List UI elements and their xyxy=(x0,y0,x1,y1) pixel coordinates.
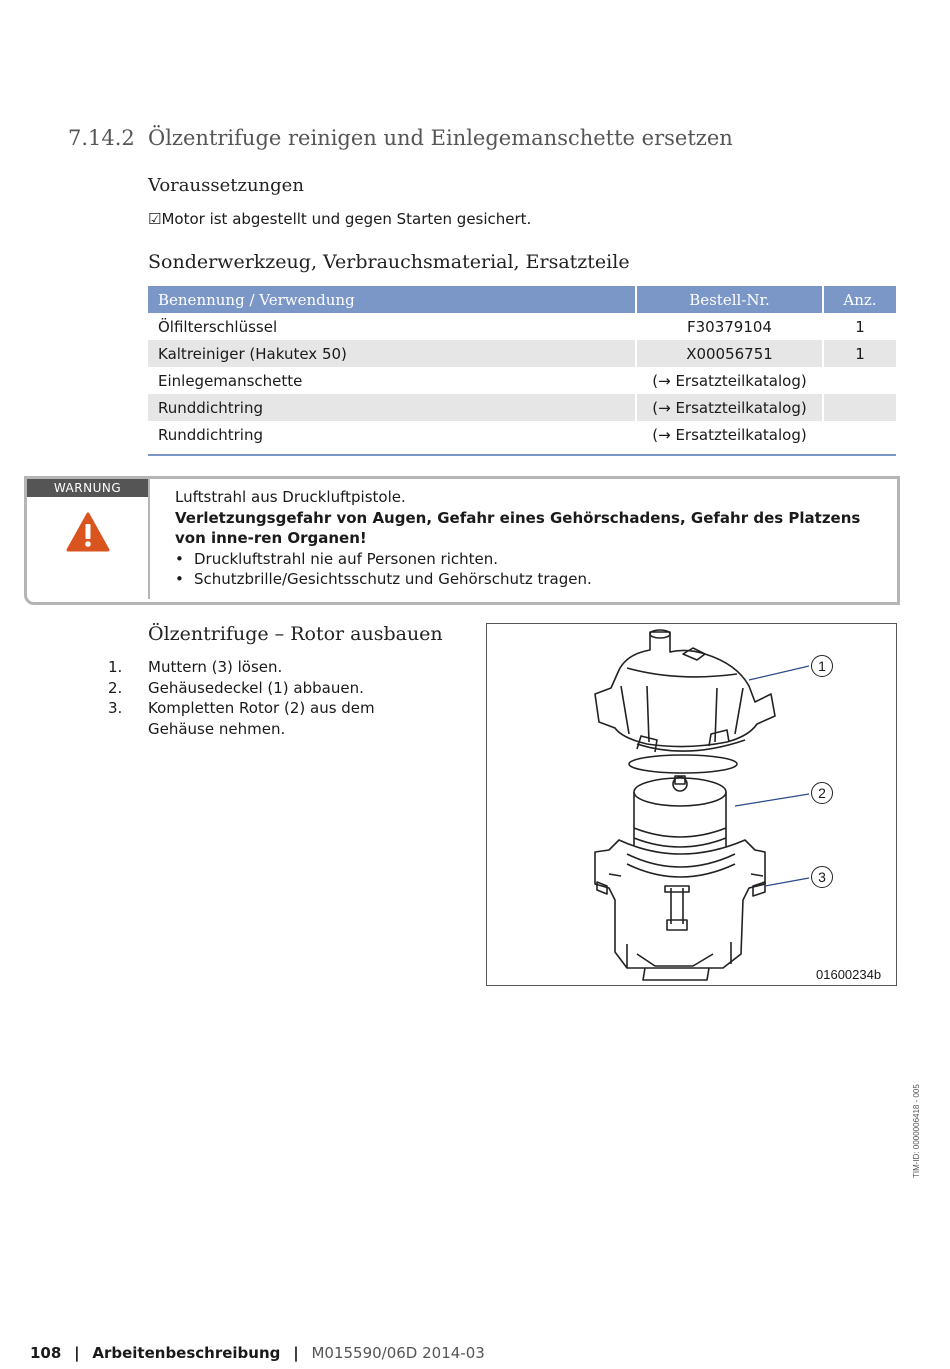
step-number: 1. xyxy=(108,658,123,676)
footer-separator: | xyxy=(74,1344,80,1362)
col-header-order: Bestell-Nr. xyxy=(637,286,822,313)
callout-2: 2 xyxy=(811,782,833,804)
cell-order: (→ Ersatzteilkatalog) xyxy=(637,394,822,421)
prerequisite-item xyxy=(148,210,531,228)
tools-heading: Sonderwerkzeug, Verbrauchsmaterial, Ersatzteile xyxy=(148,251,630,273)
table-bottom-rule xyxy=(148,454,896,456)
step-item xyxy=(108,657,448,678)
parts-table xyxy=(146,286,898,448)
list-item: • Druckluftstrahl nie auf Personen richten. xyxy=(175,549,880,570)
cell-name: Einlegemanschette xyxy=(158,371,303,390)
section-heading xyxy=(68,126,733,150)
list-item: • Schutzbrille/Gesichtsschutz und Gehörschutz tragen. xyxy=(175,569,880,590)
warning-label: WARNUNG xyxy=(27,479,148,497)
cell-name: Kaltreiniger (Hakutex 50) xyxy=(148,340,635,367)
oil-centrifuge-illustration xyxy=(487,624,894,984)
cell-qty xyxy=(824,421,896,448)
footer-separator: | xyxy=(293,1344,299,1362)
checkbox-icon: ☑ xyxy=(148,210,162,228)
table-row xyxy=(148,394,896,421)
warning-measures xyxy=(175,549,880,590)
warning-triangle-icon xyxy=(66,512,110,552)
callout-1: 1 xyxy=(811,655,833,677)
figure-code: 01600234b xyxy=(816,967,882,982)
table-row xyxy=(148,340,896,367)
warning-text xyxy=(175,487,880,590)
table-row xyxy=(148,313,896,340)
callout-3: 3 xyxy=(811,866,833,888)
procedure-heading: Ölzentrifuge – Rotor ausbauen xyxy=(148,623,443,645)
step-text: Muttern (3) lösen. xyxy=(148,658,283,676)
page-number: 108 xyxy=(30,1344,62,1362)
cell-qty xyxy=(824,394,896,421)
procedure-steps xyxy=(108,657,448,739)
cell-name: Runddichtring xyxy=(148,394,635,421)
warning-divider xyxy=(148,479,150,599)
table-row xyxy=(148,367,896,394)
cell-qty: 1 xyxy=(855,317,865,336)
table-header-row xyxy=(148,286,896,313)
prerequisites-heading: Voraussetzungen xyxy=(148,175,304,196)
warning-danger: Verletzungsgefahr von Augen, Gefahr eines Gehörschadens, Gefahr des Platzens von inne-ren Organen! xyxy=(175,508,861,547)
section-number: 7.14.2 xyxy=(68,126,135,150)
step-item xyxy=(108,698,448,739)
col-header-qty: Anz. xyxy=(824,286,896,313)
step-number: 3. xyxy=(108,699,123,717)
section-title: Ölzentrifuge reinigen und Einlegemanschette ersetzen xyxy=(148,126,733,150)
cell-qty: 1 xyxy=(824,340,896,367)
table-row xyxy=(148,421,896,448)
page-footer xyxy=(30,1344,485,1362)
cell-order: F30379104 xyxy=(687,317,772,336)
tim-id: TIM-ID: 0000006418 - 005 xyxy=(912,1084,921,1178)
step-number: 2. xyxy=(108,678,123,697)
cell-order: (→ Ersatzteilkatalog) xyxy=(652,425,807,444)
cell-name: Ölfilterschlüssel xyxy=(158,317,278,336)
cell-order: X00056751 xyxy=(637,340,822,367)
cell-qty xyxy=(824,367,896,394)
step-item xyxy=(108,678,448,699)
col-header-name: Benennung / Verwendung xyxy=(148,286,635,313)
warning-cause: Luftstrahl aus Druckluftpistole. xyxy=(175,488,406,506)
prerequisite-text: Motor ist abgestellt und gegen Starten gesichert. xyxy=(161,210,532,228)
step-text: Kompletten Rotor (2) aus dem Gehäuse nehmen. xyxy=(148,699,375,738)
cell-order: (→ Ersatzteilkatalog) xyxy=(652,371,807,390)
footer-doc-id: M015590/06D 2014-03 xyxy=(311,1344,485,1362)
cell-name: Runddichtring xyxy=(158,425,263,444)
step-text: Gehäusedeckel (1) abbauen. xyxy=(148,678,364,697)
footer-chapter: Arbeitenbeschreibung xyxy=(92,1344,281,1362)
